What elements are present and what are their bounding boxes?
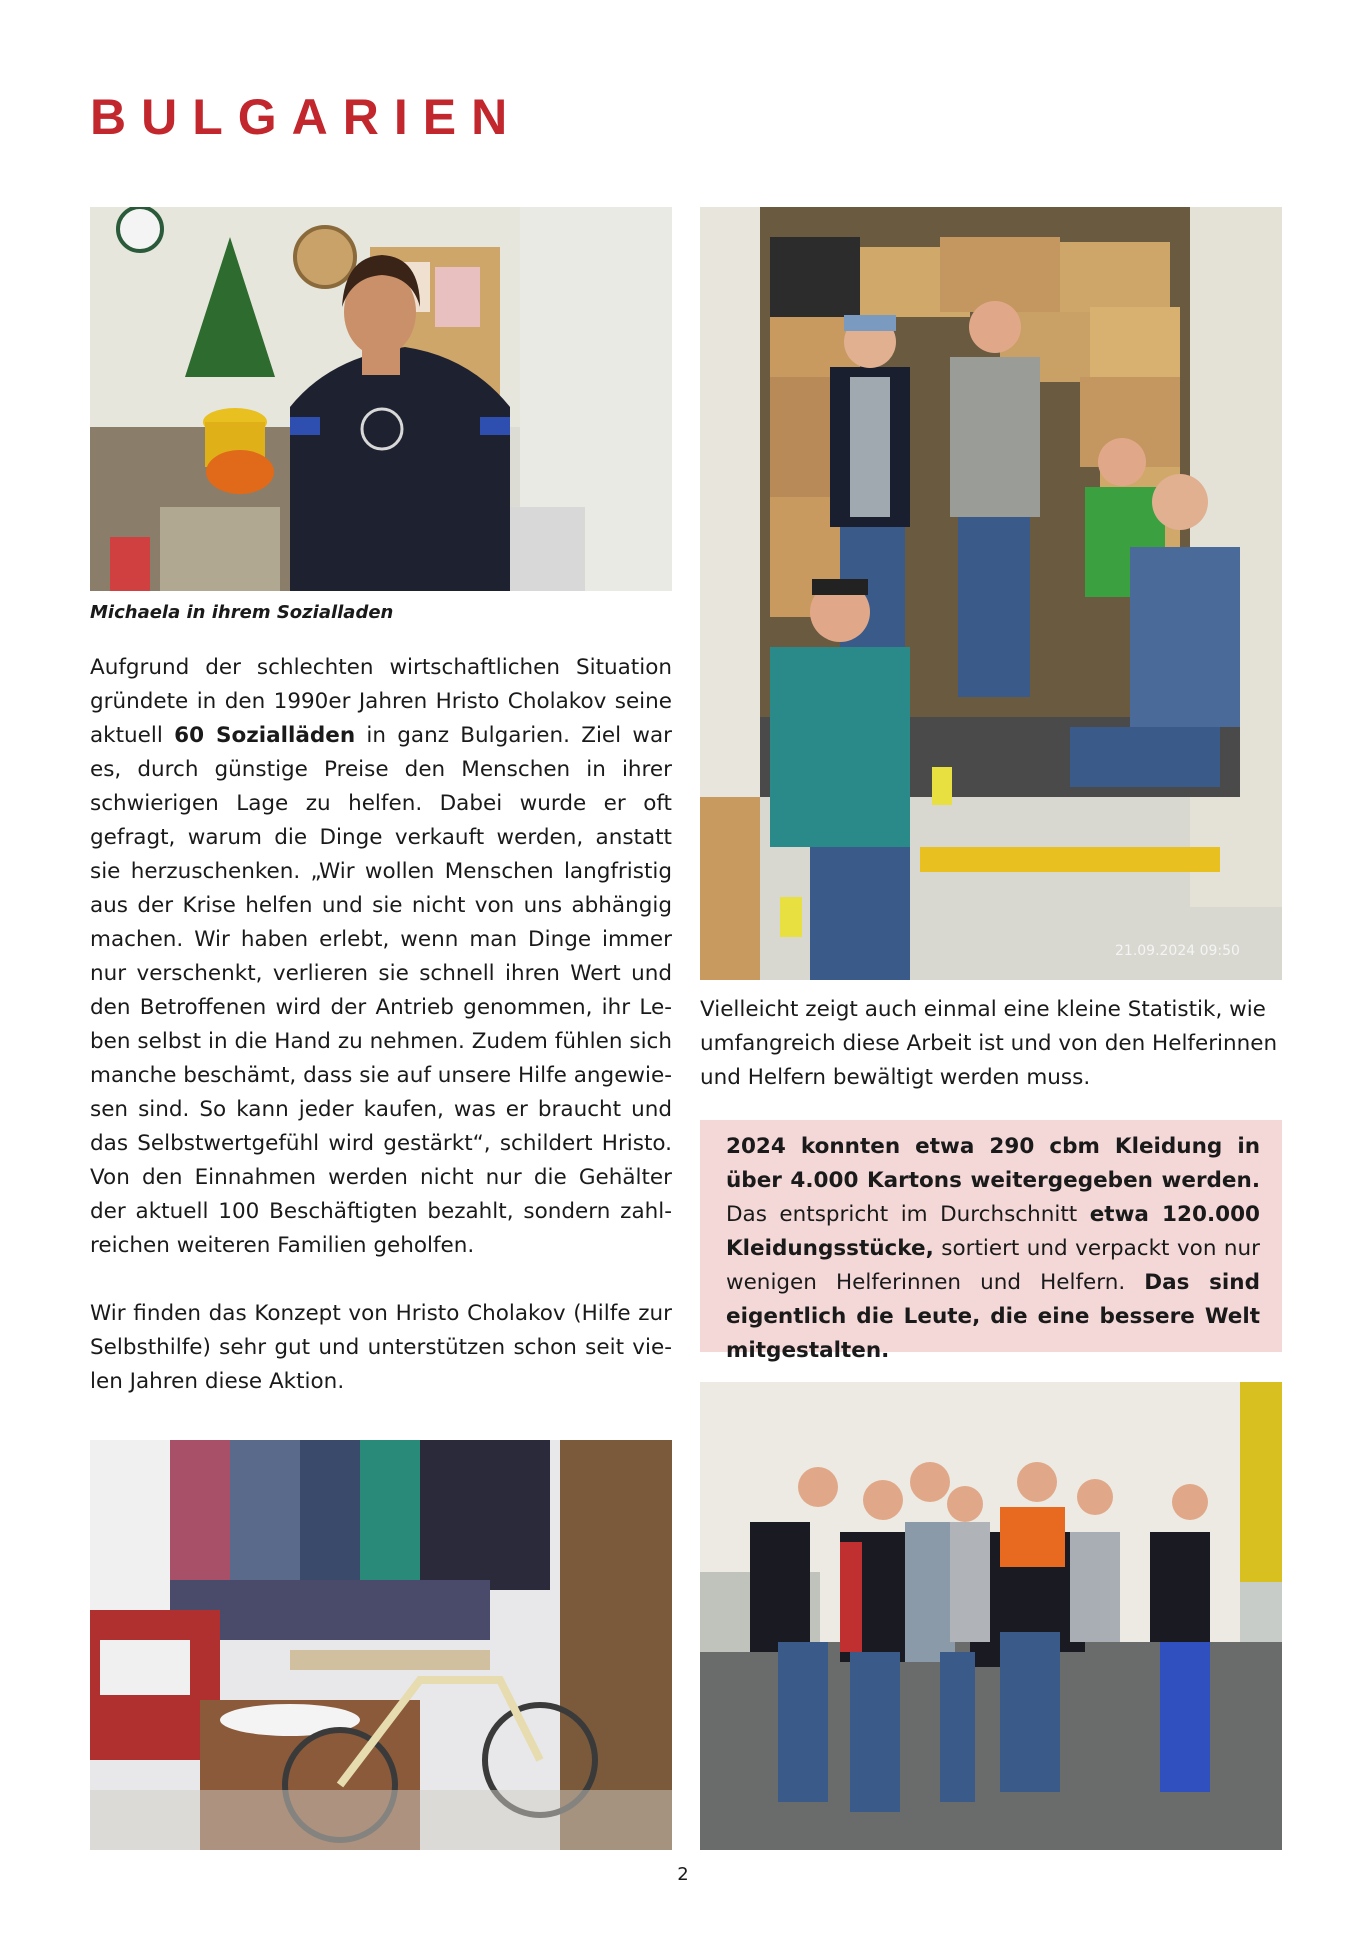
photo-clothing-shop (90, 1440, 672, 1850)
article-paragraph-2: Wir finden das Konzept von Hristo Cholakov (Hilfe zur Selbsthilfe) sehr gut und unterstützen schon seit vielen Jahren diese Aktion. (90, 1301, 672, 1394)
statistics-highlight-box (700, 1120, 1282, 1363)
photo-caption: Michaela in ihrem Sozialladen (90, 602, 394, 623)
photo-michaela-in-shop (90, 207, 672, 591)
article-paragraph-1: Aufgrund der schlechten wirtschaftlichen Situation gründete in den 1990er Jahren Hristo Cholakov seine aktuell 60 Sozialläden in ganz Bulgarien. Ziel war es, durch günstige Preise den Menschen in ihrer schwierigen Lage zu helfen. Dabei wurde er oft gefragt, warum die Dinge verkauft werden, anstatt sie herzuschenken. „Wir wollen Menschen langfristig aus der Krise helfen und sie nicht von uns abhängig machen. Wir haben erlebt, wenn man Dinge immer nur verschenkt, verlieren sie schnell ihren Wert und den Betroffenen wird der Antrieb genommen, ihr Leben selbst in die Hand zu nehmen. Zudem fühlen sich manche beschämt, dass sie auf unsere Hilfe angewiesen sind. So kann jeder kaufen, was er braucht und das Selbstwertgefühl wird gestärkt“, schildert Hristo. Von den Einnahmen werden nicht nur die Gehälter der aktuell 100 Beschäftigten bezahlt, sondern zahlreichen weiteren Familien geholfen. (90, 655, 672, 1258)
photo-helpers-on-truck (700, 207, 1282, 980)
statistics-intro: Vielleicht zeigt auch einmal eine kleine Statistik, wie umfangreich diese Arbeit ist und von den Helferinnen und Helfern bewältigt werden muss. (700, 997, 1278, 1090)
page-number: 2 (677, 1864, 689, 1885)
photo-timestamp: 21.09.2024 09:50 (1115, 943, 1240, 959)
photo-group-with-truck (700, 1382, 1282, 1850)
statistics-text: 2024 konnten etwa 290 cbm Kleidung in über 4.000 Kartons weitergegeben werden. Das entspricht im Durchschnitt etwa 120.000 Kleidungsstücke, sortiert und verpackt von nur wenigen Helferinnen und Helfern. Das sind eigentlich die Leute, die eine bessere Welt mitgestalten. (726, 1134, 1260, 1363)
page-title: BULGARIEN (90, 89, 523, 145)
